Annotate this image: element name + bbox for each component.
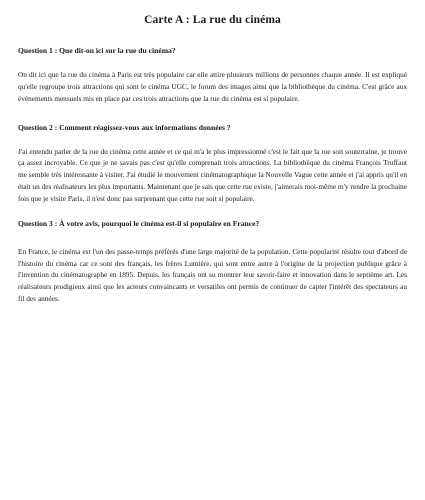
question-1-answer: On dit ici que la rue du cinéma à Paris est très populaire car elle attire plusieurs millions de personnes chaque année. Il est expliqué qu'elle regroupe trois attractions qui sont le cinéma UGC, le forum des images ainsi que la bibliothèque du cinéma. C'est grâce aux événements mensuels mis en place par ces trois attractions que la rue du cinéma est si populaire.	[18, 70, 407, 103]
question-2-heading: Question 2 : Comment réagissez-vous aux informations données ?	[18, 122, 231, 132]
question-3-heading: Question 3 : À votre avis, pourquoi le cinéma est-il si populaire en France?	[18, 218, 260, 228]
question-2-answer: J'ai entendu parler de la rue du cinéma cette année et ce qui m'a le plus impressionné c'est le fait que la rue soit souterraine, je trouve ça assez incroyable. Ce que je ne savais pas c'est qu'elle comprenait trois attractions. La bibliothèque du cinéma François Truffaut me semble très intéressante à visiter. J'ai étudié le mouvement cinématographique la Nouvelle Vague cette année et j'ai appris qu'il en était un des réalisateurs les plus importants. Maintenant que je sais que cette rue existe, j'aimerais moi-même m'y rendre la prochaine fois que je visite Paris, il n'est donc pas surprenant que cette rue soit si populaire.	[18, 146, 407, 203]
question-3-section	[18, 219, 407, 305]
question-3-answer: En France, le cinéma est l'un des passe-temps préférés d'une large majorité de la population. Cette popularité résulte tout d'abord de l'histoire du cinéma car ce sont des français, les frères Lumière, qui sont entre autre à l'origine de la projection publique grâce à l'invention du cinématographe en 1895. Depuis, les français ont su montrer leur savoir-faire et innovation dans le septième art. Les réalisateurs prodigieux ainsi que les acteurs convaincants et versatiles ont permis de continuer de capter l'intérêt des spectateurs au fil des années.	[18, 246, 407, 304]
question-2-section	[18, 123, 407, 205]
document-title: Carte A : La rue du cinéma	[144, 14, 281, 26]
question-1-section	[18, 46, 407, 105]
question-1-heading: Question 1 : Que dit-on ici sur la rue du cinéma?	[18, 46, 176, 55]
